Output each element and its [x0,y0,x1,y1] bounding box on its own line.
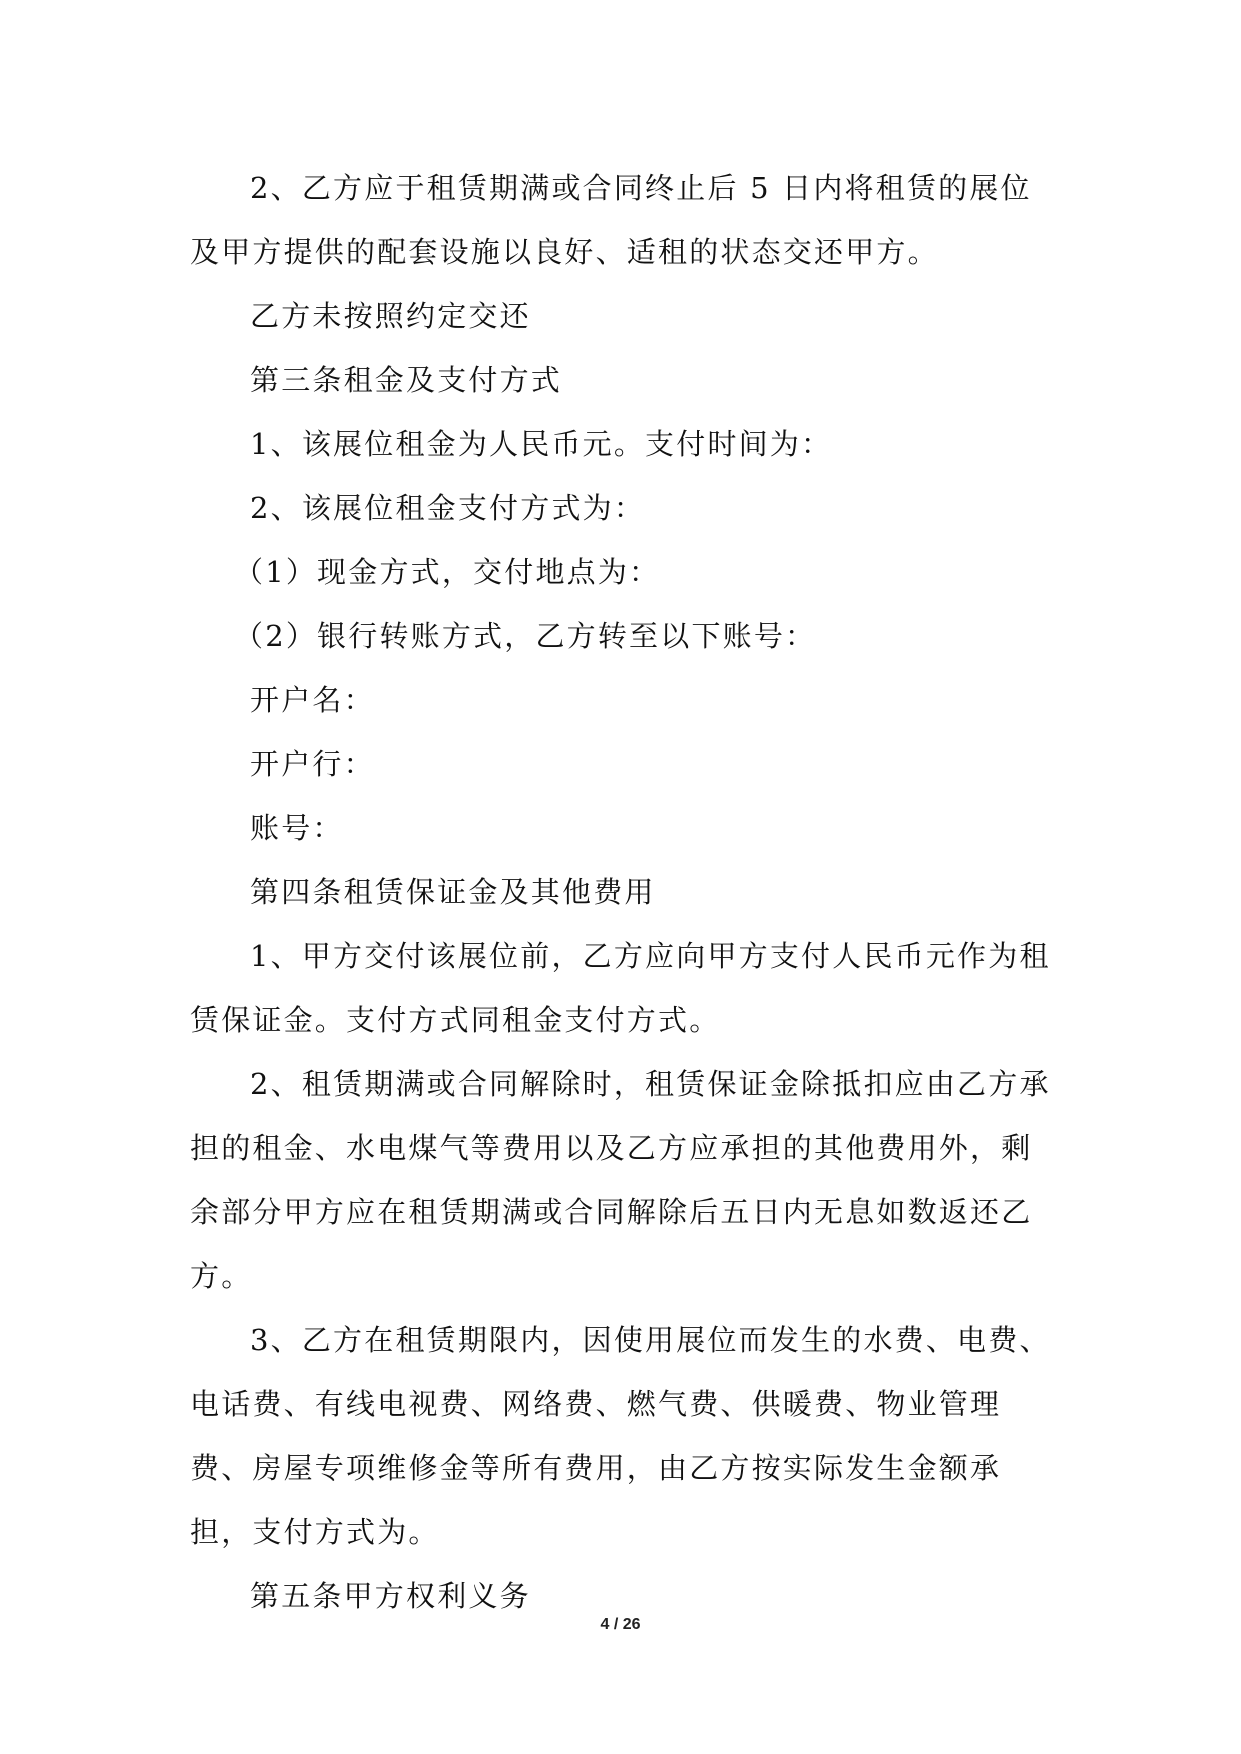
account-number-field: 账号： [250,811,344,845]
bank-name-field: 开户行： [250,747,375,781]
article-4-item-3: 3、乙方在租赁期限内，因使用展位而发生的水费、电费、电话费、有线电视费、网络费、燃气费、供暖费、物业管理费、房屋专项维修金等所有费用，由乙方按实际发生金额承担，支付方式为。 [190,1323,1051,1549]
payment-option-cash: （1）现金方式，交付地点为： [234,555,661,589]
article-5-heading: 第五条甲方权利义务 [250,1579,531,1613]
article-4-item-2: 2、租赁期满或合同解除时，租赁保证金除抵扣应由乙方承担的租金、水电煤气等费用以及乙方应承担的其他费用外，剩余部分甲方应在租赁期满或合同解除后五日内无息如数返还乙方。 [190,1067,1051,1293]
payment-option-bank-transfer: （2）银行转账方式，乙方转至以下账号： [234,619,817,653]
return-failure-note: 乙方未按照约定交还 [250,299,531,333]
article-3-item-2: 2、该展位租金支付方式为： [250,491,646,525]
clause-2-return-premises: 2、乙方应于租赁期满或合同终止后 5 日内将租赁的展位及甲方提供的配套设施以良好、适租的状态交还甲方。 [190,171,1032,269]
article-4-heading: 第四条租赁保证金及其他费用 [250,875,656,909]
account-name-field: 开户名： [250,683,375,717]
article-4-item-1: 1、甲方交付该展位前，乙方应向甲方支付人民币元作为租赁保证金。支付方式同租金支付方式。 [190,939,1051,1037]
article-3-heading: 第三条租金及支付方式 [250,363,563,397]
page-number: 4 / 26 [600,1616,641,1633]
article-3-item-1: 1、该展位租金为人民币元。支付时间为： [250,427,833,461]
document-body [190,156,1060,1628]
